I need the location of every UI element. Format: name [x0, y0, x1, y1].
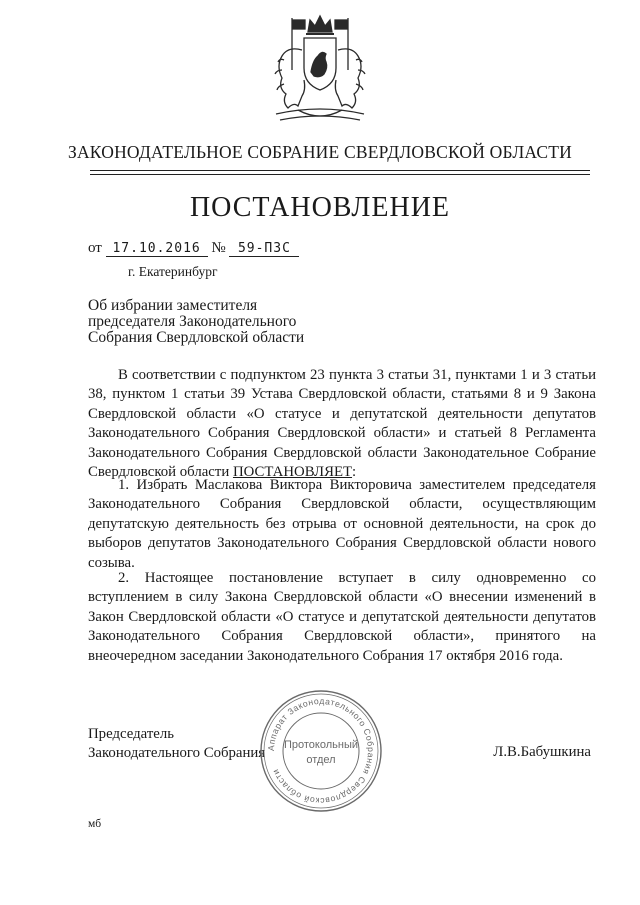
from-label: от: [88, 240, 102, 256]
preamble-text: В соответствии с подпунктом 23 пункта 3 статьи 31, пунктами 1 и 3 статьи 38, пунктом 1 статьи 39 Устава Свердловской области, статьями 8 и 9 Закона Свердловской области «О статусе и депутатской деятельности депутатов Законодательного Собрания Свердловской области» и статьей 8 Регламента Законодательного Собрания Свердловской области Законодательное Собрание Свердловской области: [88, 367, 596, 481]
date-number-line: [88, 240, 299, 257]
stamp-ring-text: Аппарат Законодательного Собрания Свердловской области: [265, 695, 377, 807]
signatory-title-line: Председатель: [88, 726, 174, 742]
subject-line: Собрания Свердловской области: [88, 329, 305, 346]
document-subject: [88, 298, 348, 346]
item-2-paragraph: 2. Настоящее постановление вступает в силу одновременно со вступлением в силу Закона Свердловской области «О внесении изменений в Закон Свердловской области «О статусе и депутатской деятельности депутатов Законодательного Собрания Свердловской области», принятого на внеочередном заседании Законодательного Собрания 17 октября 2016 года.: [88, 570, 596, 664]
document-date: 17.10.2016: [106, 242, 208, 257]
organization-name: ЗАКОНОДАТЕЛЬНОЕ СОБРАНИЕ СВЕРДЛОВСКОЙ ОБЛАСТИ: [68, 142, 572, 162]
signatory-name: Л.В.Бабушкина: [493, 744, 591, 760]
document-type-title: ПОСТАНОВЛЕНИЕ: [189, 192, 451, 223]
decree-word: ПОСТАНОВЛЯЕТ: [232, 464, 353, 481]
stamp-inner-line: Протокольный: [283, 739, 359, 751]
subject-line: председателя Законодательного: [88, 313, 297, 330]
coat-of-arms-icon: [258, 10, 382, 130]
stamp-inner-line: отдел: [306, 754, 336, 766]
decree-colon: :: [352, 464, 357, 481]
round-stamp-icon: [258, 688, 384, 814]
header-rule-thin: [90, 174, 590, 175]
header-rule-thick: [90, 170, 590, 171]
number-label: №: [211, 240, 226, 256]
item-1-paragraph: 1. Избрать Маслакова Виктора Викторовича заместителем председателя Законодательного Собрания Свердловской области, осуществляющим депутатскую деятельность без отрыва от основной деятельности, на срок до выборов депутатов Законодательного Собрания Свердловской области нового созыва.: [88, 477, 596, 571]
executor-initials: мб: [88, 818, 102, 830]
subject-line: Об избрании заместителя: [88, 297, 258, 314]
preamble-paragraph: [88, 366, 596, 482]
signatory-title-line: Законодательного Собрания: [88, 745, 266, 761]
city: г. Екатеринбург: [128, 264, 218, 279]
document-number: 59-ПЗС: [229, 242, 299, 257]
